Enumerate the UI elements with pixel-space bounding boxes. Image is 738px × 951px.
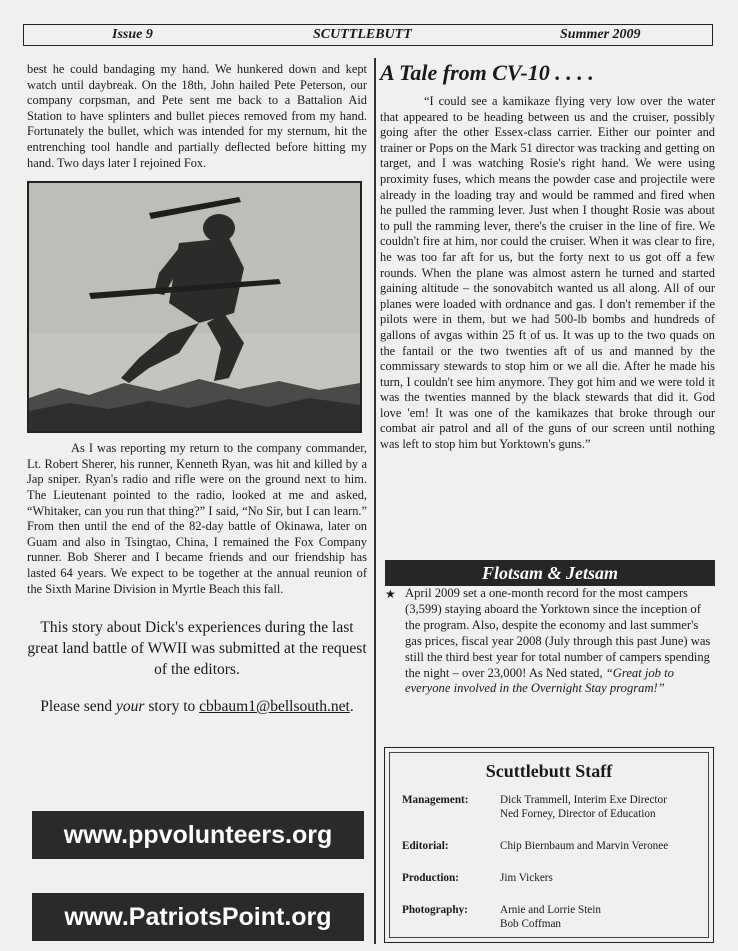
submission-suffix: . [349, 698, 354, 716]
patriotspoint-url-banner[interactable]: www.PatriotsPoint.org [32, 893, 364, 941]
staff-name-line: Chip Biernbaum and Marvin Veronee [500, 840, 669, 852]
submission-line [27, 698, 367, 716]
staff-name-line: Jim Vickers [500, 872, 553, 884]
story-paragraph-1: best he could bandaging my hand. We hunkered down and kept watch until daybreak. On the 18th, John hailed Pete Peterson, our company corpsman, and Pete sent me back to a Battalion Aid Station to have splinters and bullet pieces removed from my hand. Fortunately the bullet, which was intended for my sternum, hit the entrenching tool handle and partially deflected before hitting my hand. Two days later I rejoined Fox. [27, 62, 367, 170]
editor-note: This story about Dick's experiences during the last great land battle of WWII was submitted at the request of the editors. [27, 619, 367, 679]
issue-number: Issue 9 [112, 27, 153, 42]
staff-name-line: Dick Trammell, Interim Exe Director [500, 794, 667, 806]
newsletter-title: SCUTTLEBUTT [313, 27, 412, 42]
newsletter-header [23, 24, 713, 46]
ppvolunteers-url-banner[interactable]: www.ppvolunteers.org [32, 811, 364, 859]
staff-role: Editorial: [402, 840, 449, 852]
flotsam-jetsam-body [385, 586, 715, 697]
submission-mid: story to [144, 698, 200, 716]
issue-season: Summer 2009 [560, 27, 641, 42]
submission-emphasis: your [116, 698, 145, 716]
tale-title: A Tale from CV-10 . . . . [380, 60, 594, 85]
staff-role: Management: [402, 794, 469, 806]
story-paragraph-2: As I was reporting my return to the company commander, Lt. Robert Sherer, his runner, Kenneth Ryan, was hit and killed by a Jap sniper. Ryan's radio and rifle were on the ground next to him. The Lieutenant pointed to the radio, looked at me and asked, “Whitaker, can you run that thing?” I said, “No Sir, but I can learn.” From then until the end of the 82-day battle of Okinawa, later on Guam and also in Tsingtao, China, I remained the Fox Company runner. Bob Sherer and I became friends and our friendship has lasted 64 years. We expect to be together at the annual reunion of the Sixth Marine Division in Myrtle Beach this fall. [27, 441, 367, 596]
staff-name-line: Bob Coffman [500, 918, 562, 930]
star-bullet-icon: ★ [385, 587, 396, 601]
flotsam-quote: “Great job to everyone involved in the Overnight Stay program!” [405, 665, 674, 696]
staff-names [500, 903, 601, 931]
submission-prefix: Please send [40, 698, 117, 716]
staff-title: Scuttlebutt Staff [485, 761, 613, 781]
staff-name-line: Arnie and Lorrie Stein [500, 904, 601, 916]
staff-names [500, 793, 667, 821]
flotsam-jetsam-heading: Flotsam & Jetsam [385, 560, 715, 586]
flotsam-text: April 2009 set a one-month record for the most campers (3,599) staying aboard the Yorktown since the inception of the program. Also, despite the economy and last summer's gas prices, fiscal year 2008 (July through this past June) was still the third best year for total number of campers spending the night – over 23,000! As Ned stated, [405, 586, 711, 680]
staff-role: Production: [402, 872, 459, 884]
column-divider [374, 58, 376, 944]
flotsam-item [385, 586, 715, 697]
staff-box [384, 747, 714, 943]
running-marine-illustration [29, 183, 360, 431]
left-column [27, 62, 367, 716]
staff-box-inner [389, 752, 709, 938]
submission-email-link[interactable]: cbbaum1@bellsouth.net [199, 698, 350, 716]
marine-photo [27, 181, 362, 433]
right-column [380, 60, 715, 453]
staff-name-line: Ned Forney, Director of Education [500, 808, 656, 820]
staff-role: Photography: [402, 904, 468, 916]
tale-body: “I could see a kamikaze flying very low over the water that appeared to be heading between us and the cruiser, possibly going after the other Essex-class carrier. Either our pointer and trainer or Pops on the Mark 51 director was tracking and getting on target, and I was watching Rosie's right hand. We were using proximity fuses, which means the powder case and projectile were already in the loading tray and would be rammed and fired when he pulled the ramming lever. Just when I thought Rosie was about to pull the ramming lever, there's the cruiser in the line of fire. We couldn't fire at him, nor could the cruiser. When it was clear to fire, he was too far aft for us, but the forty next to us got off a few rounds. When the plane was almost astern he turned and started gaining altitude – the sonovabitch wanted us all along. All of our planes were loaded with ordnance and gas. I don't remember if the pilots were in them, but we had 500-lb bombs and hundreds of gallons of avgas within 25 ft of us. It was up to the two quads on the fantail or the two twenties aft of us and manned by the commissary stewards to stop him or we all die. After he made his turn, I couldn't see him anymore. They got him and we were told it was the twenties manned by the black stewards that did it. God love 'em! It was one of the kamikazes that broke through our combat air patrol and all of the guns of our screen until nothing was left to stop him but Yorktown's guns.” [380, 94, 715, 452]
